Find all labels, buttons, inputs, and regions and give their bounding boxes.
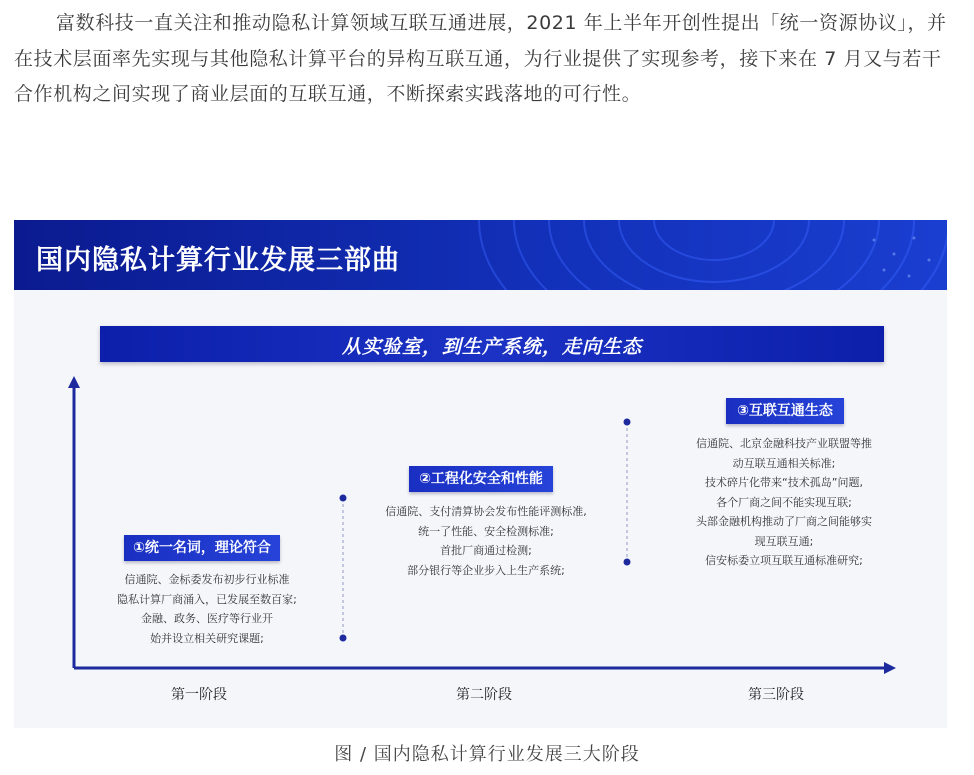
stage-3-line: 各个厂商之间不能实现互联; (716, 495, 852, 509)
stage-3-line: 信通院、北京金融科技产业联盟等推 (696, 437, 872, 450)
figure-caption: 图 / 国内隐私计算行业发展三大阶段 (334, 744, 640, 765)
divider-1-bottom-dot (340, 635, 347, 642)
stage-1-line: 隐私计算厂商涌入，已发展至数百家; (117, 592, 297, 606)
stage-3-line: 头部金融机构推动了厂商之间能够实 (696, 515, 872, 528)
stage-3-description (664, 434, 904, 571)
divider-1-top-dot (340, 495, 347, 502)
stage-1-line: 始并设立相关研究课题; (150, 631, 264, 645)
stage-2-line: 统一了性能、安全检测标准; (418, 524, 554, 538)
stage-1-axis-label: 第一阶段 (171, 687, 227, 703)
stage-3-title: ③互联互通生态 (726, 398, 844, 424)
subtitle-text: 从实验室，到生产系统，走向生态 (341, 336, 642, 358)
stage-3-line: 技术碎片化带来“技术孤岛”问题, (705, 476, 863, 489)
stage-1-line: 信通院、金标委发布初步行业标准 (124, 573, 290, 586)
stage-3-line: 信安标委立项互联互通标准研究; (705, 554, 863, 567)
stage-2-line: 信通院、支付清算协会发布性能评测标准, (385, 505, 587, 518)
stage-1-title: ①统一名词，理论符合 (124, 535, 280, 561)
banner-title: 国内隐私计算行业发展三部曲 (36, 245, 400, 276)
stages-figure (14, 220, 947, 728)
stage-2-line: 首批厂商通过检测; (440, 544, 532, 557)
divider-2-bottom-dot (624, 559, 631, 566)
stage-1-description (82, 570, 332, 648)
stage-2-line: 部分银行等企业步入上生产系统; (407, 563, 565, 577)
x-axis-arrow (884, 662, 896, 674)
stage-3-line: 动互联互通相关标准; (732, 456, 836, 470)
stage-2-description (366, 502, 606, 580)
intro-paragraph: 富数科技一直关注和推动隐私计算领域互联互通进展，2021 年上半年开创性提出「统一资源协议」，并在技术层面率先实现与其他隐私计算平台的异构互联互通，为行业提供了实现参考，接下来在 7 月又与若干合作机构之间实现了商业层面的互联互通，不断探索实践落地的可行性。 (14, 12, 947, 105)
stage-3-axis-label: 第三阶段 (748, 687, 804, 703)
stage-3-line: 现互联互通; (754, 534, 814, 548)
stage-2-axis-label: 第二阶段 (456, 687, 512, 703)
stage-2-title: ②工程化安全和性能 (409, 466, 553, 492)
stage-1-line: 金融、政务、医疗等行业开 (141, 612, 273, 625)
y-axis-arrow (68, 376, 80, 388)
divider-2-top-dot (624, 419, 631, 426)
